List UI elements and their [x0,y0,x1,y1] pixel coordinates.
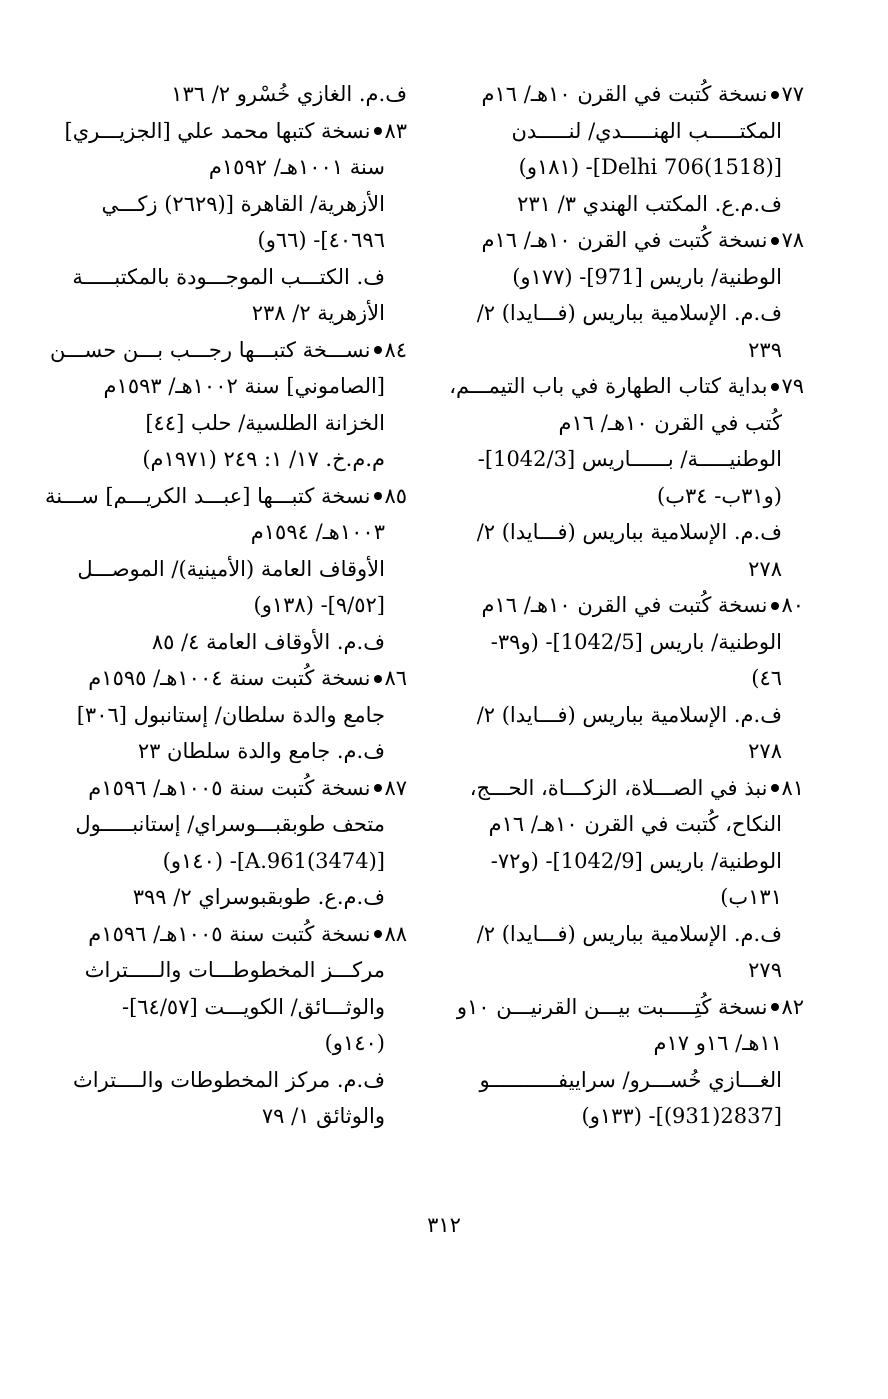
bullet-icon [374,930,382,938]
entry-line: ٢٧٨ [748,556,782,581]
entry-number: ٧٧ [781,82,804,106]
catalog-entry [45,332,407,478]
page-number: ٣١٢ [427,1213,461,1237]
entry-line: الغـــازي خُســـرو/ سراييفـــــــــــو [479,1067,782,1092]
bullet-icon [374,784,382,792]
entry-line: المكتـــــب الهنـــــدي/ لنـــــدن [511,118,782,143]
entry-line-text: نسخة كُتبت سنة ١٠٠٤هـ/ ١٥٩٥م [88,666,371,690]
entry-line: متحف طوبقبـــوسراي/ إستانبـــــول [75,812,385,836]
right-column [442,76,804,1135]
bullet-icon [771,784,779,792]
entry-first-line [45,660,407,697]
catalog-entry [442,989,804,1135]
bullet-icon [771,91,779,99]
entry-first-line [45,916,407,953]
entry-first-line [45,770,407,807]
entry-line: الوطنيـــــة/ بــــــاريس [1042/3]- [477,447,782,471]
entry-line: ف.م. الإسلامية بباريس (فـــايدا) ٢/ [476,921,782,946]
entry-line: ف.م.ع. المكتب الهندي ٣/ ٢٣١ [517,191,782,216]
entry-line-text: نسخة كتبـــها [عبـــد الكريـــم] ســـنة [45,483,371,508]
entry-number: ٨١ [781,775,804,800]
entry-line: الأزهرية/ القاهرة [(٢٦٢٩) زكـــي [101,191,385,216]
entry-line: والوثـــائق/ الكويـــت [٦٤/٥٧]- [121,994,385,1019]
entry-line: (١٤٠و) [324,1031,385,1055]
entry-line: ١٠٠٣هـ/ ١٥٩٤م [250,520,385,544]
entry-first-line [442,76,804,113]
entry-line: والوثائق ١/ ٧٩ [261,1104,385,1128]
catalog-entry [45,76,407,113]
entry-first-line [442,989,804,1026]
entry-line: الوطنية/ باريس [971]- (١٧٧و) [512,264,782,289]
catalog-entry [45,113,407,332]
entry-first-line [442,770,804,807]
left-column [45,76,407,1135]
entry-number: ٨٢ [781,994,804,1019]
entry-first-line [45,332,407,369]
entry-line: جامع والدة سلطان/ إستانبول [٣٠٦] [76,702,385,727]
bullet-icon [771,602,779,610]
entry-number: ٨٨ [384,921,407,946]
entry-number: ٨٥ [384,483,407,508]
entry-line-text: نسخة كُتِـــــبت بيـــن القرنيـــن ١٠و [456,994,768,1019]
entry-line: ف.م. جامع والدة سلطان ٢٣ [137,739,385,763]
entry-first-line [442,368,804,405]
entry-line-text: بداية كتاب الطهارة في باب التيمـــم، [449,374,768,398]
entry-line: [٩/٥٢]- (١٣٨و) [253,593,385,617]
entry-line: ٢٣٩ [748,337,782,362]
catalog-entry [442,368,804,587]
bullet-icon [771,237,779,245]
entry-line: الأوقاف العامة (الأمينية)/ الموصـــل [77,556,385,581]
entry-line: ٢٧٩ [748,958,782,982]
catalog-entry [442,587,804,770]
entry-line: ف.م. الإسلامية بباريس (فـــايدا) ٢/ [476,702,782,727]
bullet-icon [771,1003,779,1011]
entry-line: ٢٧٨ [748,739,782,763]
catalog-entry [442,76,804,222]
entry-line: ٤٦) [751,666,782,690]
entry-line: الوطنية/ باريس [1042/5]- (و٣٩- [490,629,782,654]
entry-line-text: نبذ في الصـــلاة، الزكـــاة، الحـــج، [469,775,768,800]
entry-line-text: نسخة كُتبت سنة ١٠٠٥هـ/ ١٥٩٦م [88,775,371,800]
entry-line-text: نسخة كُتبت سنة ١٠٠٥هـ/ ١٥٩٦م [88,921,371,946]
entry-number: ٨٦ [384,666,407,690]
catalog-entry [442,222,804,368]
entry-line: (و٣١ب- ٣٤ب) [657,483,782,508]
catalog-entry [442,770,804,989]
entry-line: النكاح، كُتبت في القرن ١٠هـ/ ١٦م [488,812,782,836]
entry-line: ف.م. الإسلامية بباريس (فـــايدا) ٢/ [476,520,782,544]
bullet-icon [771,383,779,391]
entry-line: ف.م. الغازي خُسْرو ٢/ ١٣٦ [171,82,407,106]
entry-line: ٤٠٦٩٦]- (٦٦و) [257,228,385,252]
entry-line: الخزانة الطلسية/ حلب [٤٤] [145,410,385,435]
entry-number: ٨٣ [384,118,407,143]
entry-first-line [442,587,804,624]
entry-line-text: نسخة كُتبت في القرن ١٠هـ/ ١٦م [481,228,768,252]
entry-line: ف. الكتـــب الموجـــودة بالمكتبـــــة [72,264,385,289]
entry-line: الوطنية/ باريس [1042/9]- (و٧٢- [490,848,782,873]
catalog-entry [45,916,407,1135]
entry-line: سنة ١٠٠١هـ/ ١٥٩٢م [208,155,385,179]
entry-number: ٨٧ [384,775,407,800]
bullet-icon [374,127,382,135]
entry-line-text: نسخة كُتبت في القرن ١٠هـ/ ١٦م [481,593,768,617]
entry-line: [الصاموني] سنة ١٠٠٢هـ/ ١٥٩٣م [103,374,385,398]
entry-line: ف.م. مركز المخطوطات والــــتراث [73,1067,385,1092]
entry-line-text: نســـخة كتبـــها رجـــب بـــن حســـن [50,337,371,362]
entry-line-text: نسخة كُتبت في القرن ١٠هـ/ ١٦م [481,82,768,106]
entry-line: م.م.خ. ١٧/ ١: ٢٤٩ (١٩٧١م) [142,447,385,471]
entry-line: [2837(931)]- (١٣٣و) [581,1104,782,1128]
entry-line: مركـــز المخطوطـــات والـــــتراث [84,958,385,982]
catalog-entry [45,770,407,916]
entry-line: ف.م.ع. طوبقبوسراي ٢/ ٣٩٩ [132,885,385,909]
entry-line: ١٣١ب) [720,885,782,909]
entry-line: الأزهرية ٢/ ٢٣٨ [251,301,385,325]
entry-line: ١١هـ/ ١٦و ١٧م [653,1031,782,1055]
catalog-entry [45,478,407,661]
entry-line: [Delhi 706(1518)]- (١٨١و) [518,155,782,179]
entry-number: ٧٨ [781,228,804,252]
entry-line-text: نسخة كتبها محمد علي [الجزيـــري] [64,118,371,143]
entry-first-line [45,478,407,515]
entry-line: ف.م. الإسلامية بباريس (فـــايدا) ٢/ [476,301,782,325]
entry-line: ف.م. الأوقاف العامة ٤/ ٨٥ [151,629,385,654]
entry-number: ٨٤ [384,337,407,362]
bullet-icon [374,492,382,500]
bullet-icon [374,346,382,354]
catalog-entry [45,660,407,770]
entry-line: كُتب في القرن ١٠هـ/ ١٦م [558,410,782,435]
entry-first-line [442,222,804,259]
entry-line: [A.961(3474)]- (١٤٠و) [162,848,385,873]
entry-number: ٨٠ [781,593,804,617]
bullet-icon [374,675,382,683]
entry-number: ٧٩ [781,374,804,398]
entry-first-line [45,113,407,150]
